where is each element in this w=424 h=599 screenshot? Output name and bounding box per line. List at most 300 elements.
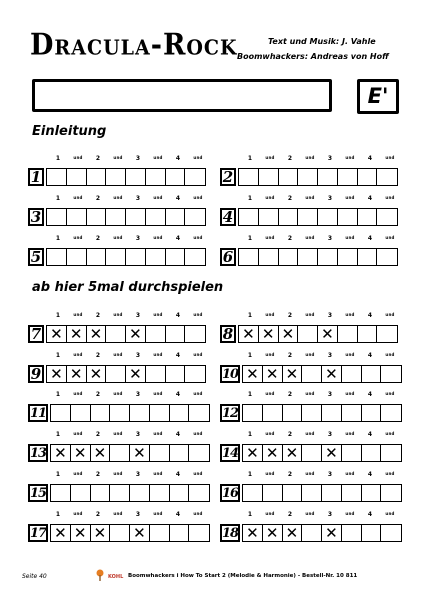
beat-cell[interactable]	[362, 405, 382, 421]
beat-cell[interactable]	[259, 169, 279, 185]
measure-number: 15	[30, 486, 47, 501]
beat-cell[interactable]	[377, 169, 397, 185]
beat-label: 3	[327, 195, 333, 202]
beat-cell[interactable]	[338, 209, 358, 225]
beat-cell[interactable]	[243, 405, 263, 421]
beat-cell[interactable]	[283, 366, 303, 382]
measure-number: 3	[28, 208, 44, 226]
beat-label: 3	[135, 391, 141, 398]
beat-label: und	[193, 155, 203, 160]
beat-cell[interactable]	[67, 169, 87, 185]
beat-label: und	[153, 195, 163, 200]
beat-cell[interactable]	[87, 209, 107, 225]
beat-label: 4	[367, 312, 373, 319]
beat-label: und	[73, 352, 83, 357]
beat-cell[interactable]	[67, 209, 87, 225]
measure-number: 13	[30, 446, 47, 461]
beat-label: 1	[247, 195, 253, 202]
beat-cell[interactable]	[150, 405, 170, 421]
beat-label: und	[345, 471, 355, 476]
beat-label: und	[153, 471, 163, 476]
beat-cell[interactable]	[279, 249, 299, 265]
beat-cell[interactable]	[91, 405, 111, 421]
beat-label: 3	[327, 312, 333, 319]
beat-label: und	[385, 471, 395, 476]
beat-label: 2	[95, 431, 101, 438]
beat-cell[interactable]	[170, 405, 190, 421]
beat-label: und	[153, 391, 163, 396]
cross-mark-icon: ✕	[285, 444, 299, 462]
beat-grid	[50, 484, 210, 502]
beat-cell[interactable]	[47, 326, 67, 342]
composer-credit: Text und Musik: J. Vahle	[268, 37, 376, 46]
measure-number: 18	[222, 526, 239, 541]
beat-cell[interactable]	[342, 525, 362, 541]
beat-cell[interactable]	[283, 525, 303, 541]
beat-cell[interactable]	[126, 366, 146, 382]
publisher-name: KOHL	[108, 574, 124, 580]
beat-label: und	[345, 431, 355, 436]
beat-cell[interactable]	[106, 326, 126, 342]
beat-cell[interactable]	[166, 326, 186, 342]
beat-cell[interactable]	[318, 326, 338, 342]
beat-cell[interactable]	[146, 209, 166, 225]
beat-label: 1	[55, 431, 61, 438]
beat-label: und	[345, 352, 355, 357]
beat-cell[interactable]	[381, 525, 401, 541]
beat-label: und	[153, 155, 163, 160]
beat-cell[interactable]	[358, 169, 378, 185]
beat-cell[interactable]	[318, 209, 338, 225]
beat-cell[interactable]	[362, 525, 382, 541]
beat-cell[interactable]	[71, 485, 91, 501]
beat-cell[interactable]	[51, 445, 71, 461]
beat-label: 1	[55, 471, 61, 478]
beat-cell[interactable]	[189, 485, 209, 501]
measure-number: 12	[222, 406, 239, 421]
cross-mark-icon: ✕	[54, 524, 67, 542]
beat-cell[interactable]	[298, 249, 318, 265]
beat-label: 3	[327, 431, 333, 438]
beat-cell[interactable]	[259, 249, 279, 265]
beat-cell[interactable]	[146, 326, 166, 342]
cross-mark-icon: ✕	[261, 325, 275, 343]
beat-label: und	[193, 352, 203, 357]
beat-cell[interactable]	[362, 445, 382, 461]
beat-grid	[242, 365, 402, 383]
beat-label: 2	[287, 511, 293, 518]
beat-label: 2	[287, 155, 293, 162]
beat-label: 3	[135, 312, 141, 319]
beat-cell[interactable]	[166, 366, 186, 382]
beat-cell[interactable]	[322, 525, 342, 541]
beat-cell[interactable]	[279, 326, 299, 342]
beat-cell[interactable]	[47, 366, 67, 382]
beat-grid	[46, 168, 206, 186]
beat-label: und	[385, 352, 395, 357]
beat-cell[interactable]	[189, 405, 209, 421]
beat-cell[interactable]	[189, 525, 209, 541]
cross-mark-icon: ✕	[246, 444, 259, 462]
beat-label: und	[193, 312, 203, 317]
beat-label: und	[345, 155, 355, 160]
beat-cell[interactable]	[87, 169, 107, 185]
beat-cell[interactable]	[263, 525, 283, 541]
beat-label: 4	[367, 431, 373, 438]
beat-label: und	[153, 431, 163, 436]
beat-cell[interactable]	[302, 366, 322, 382]
beat-cell[interactable]	[91, 525, 111, 541]
beat-cell[interactable]	[170, 525, 190, 541]
beat-label: 4	[367, 511, 373, 518]
beat-cell[interactable]	[185, 169, 205, 185]
beat-label: und	[385, 235, 395, 240]
beat-cell[interactable]	[362, 366, 382, 382]
beat-label: 4	[175, 155, 181, 162]
beat-cell[interactable]	[338, 169, 358, 185]
beat-cell[interactable]	[381, 366, 401, 382]
beat-cell[interactable]	[283, 445, 303, 461]
beat-grid	[50, 444, 210, 462]
beat-cell[interactable]	[106, 169, 126, 185]
arranger-credit: Boomwhackers: Andreas von Hoff	[237, 52, 389, 61]
beat-cell[interactable]	[51, 485, 71, 501]
cross-mark-icon: ✕	[246, 524, 259, 542]
beat-label: und	[385, 312, 395, 317]
beat-label: und	[113, 511, 123, 516]
beat-label: und	[193, 511, 203, 516]
beat-grid	[50, 524, 210, 542]
beat-cell[interactable]	[318, 169, 338, 185]
beat-label: 1	[55, 352, 61, 359]
cross-mark-icon: ✕	[242, 325, 255, 343]
beat-grid	[50, 404, 210, 422]
cross-mark-icon: ✕	[285, 365, 299, 383]
cross-mark-icon: ✕	[133, 524, 146, 542]
section-main-label: ab hier 5mal durchspielen	[32, 280, 224, 295]
beat-cell[interactable]	[130, 445, 150, 461]
beat-cell[interactable]	[91, 485, 111, 501]
beat-cell[interactable]	[106, 209, 126, 225]
beat-cell[interactable]	[298, 209, 318, 225]
beat-cell[interactable]	[279, 169, 299, 185]
beat-cell[interactable]	[185, 366, 205, 382]
cross-mark-icon: ✕	[133, 444, 146, 462]
beat-grid	[242, 444, 402, 462]
beat-cell[interactable]	[87, 326, 107, 342]
beat-label: und	[153, 352, 163, 357]
beat-cell[interactable]	[239, 326, 259, 342]
beat-grid	[238, 208, 398, 226]
beat-label: und	[305, 391, 315, 396]
beat-label: und	[265, 312, 275, 317]
beat-label: 3	[135, 195, 141, 202]
beat-cell[interactable]	[263, 366, 283, 382]
beat-cell[interactable]	[239, 209, 259, 225]
beat-cell[interactable]	[130, 405, 150, 421]
beat-cell[interactable]	[106, 366, 126, 382]
beat-label: 3	[327, 352, 333, 359]
beat-label: 1	[247, 471, 253, 478]
beat-label: und	[73, 235, 83, 240]
beat-cell[interactable]	[263, 485, 283, 501]
cross-mark-icon: ✕	[321, 325, 334, 343]
beat-label: und	[73, 195, 83, 200]
beat-cell[interactable]	[146, 169, 166, 185]
beat-label: 3	[135, 431, 141, 438]
beat-cell[interactable]	[298, 326, 318, 342]
measure-number: 6	[220, 248, 236, 266]
cross-mark-icon: ✕	[265, 365, 279, 383]
beat-cell[interactable]	[322, 445, 342, 461]
cross-mark-icon: ✕	[73, 444, 87, 462]
beat-cell[interactable]	[318, 249, 338, 265]
cross-mark-icon: ✕	[93, 444, 107, 462]
beat-cell[interactable]	[67, 326, 87, 342]
beat-label: und	[265, 352, 275, 357]
beat-cell[interactable]	[150, 445, 170, 461]
beat-cell[interactable]	[185, 326, 205, 342]
beat-label: und	[113, 312, 123, 317]
beat-label: und	[305, 471, 315, 476]
beat-label: und	[153, 511, 163, 516]
beat-cell[interactable]	[302, 525, 322, 541]
beat-cell[interactable]	[342, 405, 362, 421]
beat-label: 1	[55, 511, 61, 518]
beat-grid	[46, 208, 206, 226]
cross-mark-icon: ✕	[89, 325, 103, 343]
beat-label: 2	[287, 312, 293, 319]
beat-cell[interactable]	[302, 485, 322, 501]
beat-grid	[238, 325, 398, 343]
beat-cell[interactable]	[279, 209, 299, 225]
beat-grid	[242, 484, 402, 502]
beat-cell[interactable]	[358, 209, 378, 225]
beat-label: und	[345, 312, 355, 317]
beat-label: 4	[175, 195, 181, 202]
beat-cell[interactable]	[263, 405, 283, 421]
beat-label: 3	[327, 155, 333, 162]
beat-cell[interactable]	[47, 249, 67, 265]
beat-cell[interactable]	[185, 249, 205, 265]
beat-label: und	[265, 471, 275, 476]
beat-cell[interactable]	[338, 326, 358, 342]
measure-number: 4	[220, 208, 236, 226]
beat-label: und	[73, 431, 83, 436]
beat-grid	[238, 248, 398, 266]
beat-cell[interactable]	[338, 249, 358, 265]
beat-label: 4	[367, 195, 373, 202]
beat-label: 1	[55, 195, 61, 202]
beat-cell[interactable]	[130, 485, 150, 501]
beat-cell[interactable]	[185, 209, 205, 225]
beat-cell[interactable]	[381, 405, 401, 421]
beat-cell[interactable]	[67, 249, 87, 265]
beat-cell[interactable]	[283, 485, 303, 501]
beat-label: und	[193, 431, 203, 436]
measure-number: 16	[222, 486, 239, 501]
beat-label: und	[113, 235, 123, 240]
beat-grid	[46, 365, 206, 383]
beat-label: und	[265, 391, 275, 396]
beat-label: 1	[247, 312, 253, 319]
beat-cell[interactable]	[322, 405, 342, 421]
beat-cell[interactable]	[110, 445, 130, 461]
measure-number: 7	[28, 325, 44, 343]
beat-cell[interactable]	[243, 366, 263, 382]
beat-label: 2	[95, 391, 101, 398]
beat-label: und	[113, 471, 123, 476]
beat-cell[interactable]	[47, 169, 67, 185]
beat-grid	[242, 524, 402, 542]
beat-cell[interactable]	[358, 326, 378, 342]
beat-label: 4	[175, 352, 181, 359]
beat-cell[interactable]	[259, 326, 279, 342]
beat-label: 2	[95, 155, 101, 162]
beat-cell[interactable]	[342, 366, 362, 382]
beat-cell[interactable]	[358, 249, 378, 265]
beat-label: 3	[135, 155, 141, 162]
beat-cell[interactable]	[170, 485, 190, 501]
beat-label: 2	[95, 471, 101, 478]
beat-cell[interactable]	[106, 249, 126, 265]
beat-cell[interactable]	[381, 445, 401, 461]
beat-label: und	[73, 511, 83, 516]
page-title: Dracula-Rock	[30, 28, 238, 63]
beat-label: und	[113, 195, 123, 200]
measure-number: 14	[222, 446, 239, 461]
beat-label: und	[265, 195, 275, 200]
beat-cell[interactable]	[243, 485, 263, 501]
beat-cell[interactable]	[298, 169, 318, 185]
beat-label: 1	[247, 511, 253, 518]
cross-mark-icon: ✕	[69, 325, 83, 343]
beat-cell[interactable]	[150, 525, 170, 541]
beat-cell[interactable]	[170, 445, 190, 461]
beat-label: 4	[367, 352, 373, 359]
beat-cell[interactable]	[110, 525, 130, 541]
beat-label: 3	[327, 471, 333, 478]
beat-label: 1	[55, 312, 61, 319]
beat-cell[interactable]	[377, 249, 397, 265]
beat-cell[interactable]	[126, 209, 146, 225]
measure-number: 10	[222, 367, 239, 382]
beat-cell[interactable]	[126, 169, 146, 185]
beat-cell[interactable]	[166, 169, 186, 185]
beat-cell[interactable]	[381, 485, 401, 501]
beat-cell[interactable]	[126, 326, 146, 342]
beat-label: 2	[287, 431, 293, 438]
beat-cell[interactable]	[166, 209, 186, 225]
cross-mark-icon: ✕	[285, 524, 299, 542]
cross-mark-icon: ✕	[93, 524, 107, 542]
name-entry-box	[32, 79, 332, 112]
measure-number: 11	[30, 406, 47, 421]
beat-cell[interactable]	[110, 405, 130, 421]
beat-cell[interactable]	[362, 485, 382, 501]
cross-mark-icon: ✕	[54, 444, 67, 462]
beat-label: und	[73, 391, 83, 396]
footer-info: Boomwhackers i How To Start 2 (Melodie & Harmonie) - Bestell-Nr. 10 811	[128, 573, 358, 579]
measure-number: 1	[28, 168, 44, 186]
beat-cell[interactable]	[342, 485, 362, 501]
beat-cell[interactable]	[150, 485, 170, 501]
beat-cell[interactable]	[283, 405, 303, 421]
beat-cell[interactable]	[51, 525, 71, 541]
beat-label: und	[265, 511, 275, 516]
cross-mark-icon: ✕	[325, 365, 338, 383]
beat-cell[interactable]	[71, 525, 91, 541]
beat-cell[interactable]	[71, 445, 91, 461]
beat-label: und	[305, 155, 315, 160]
beat-label: und	[265, 235, 275, 240]
beat-cell[interactable]	[130, 525, 150, 541]
beat-cell[interactable]	[263, 445, 283, 461]
beat-cell[interactable]	[342, 445, 362, 461]
beat-label: und	[153, 235, 163, 240]
beat-cell[interactable]	[47, 209, 67, 225]
beat-label: 3	[135, 471, 141, 478]
beat-label: und	[385, 195, 395, 200]
beat-cell[interactable]	[243, 445, 263, 461]
beat-cell[interactable]	[302, 445, 322, 461]
beat-cell[interactable]	[166, 249, 186, 265]
beat-cell[interactable]	[239, 169, 259, 185]
beat-cell[interactable]	[377, 209, 397, 225]
beat-cell[interactable]	[259, 209, 279, 225]
beat-label: 1	[55, 155, 61, 162]
beat-label: und	[265, 431, 275, 436]
measure-number: 17	[30, 526, 47, 541]
beat-cell[interactable]	[189, 445, 209, 461]
beat-cell[interactable]	[302, 405, 322, 421]
beat-cell[interactable]	[87, 366, 107, 382]
beat-cell[interactable]	[126, 249, 146, 265]
beat-label: 3	[135, 352, 141, 359]
beat-label: und	[305, 235, 315, 240]
beat-label: und	[265, 155, 275, 160]
beat-cell[interactable]	[146, 249, 166, 265]
beat-label: und	[385, 511, 395, 516]
beat-label: 2	[95, 195, 101, 202]
beat-cell[interactable]	[239, 249, 259, 265]
beat-grid	[238, 168, 398, 186]
beat-cell[interactable]	[322, 485, 342, 501]
cross-mark-icon: ✕	[89, 365, 103, 383]
beat-label: und	[73, 155, 83, 160]
beat-label: 2	[95, 352, 101, 359]
beat-cell[interactable]	[243, 525, 263, 541]
beat-label: und	[385, 431, 395, 436]
beat-label: und	[73, 471, 83, 476]
beat-label: 2	[287, 471, 293, 478]
beat-label: und	[385, 155, 395, 160]
beat-cell[interactable]	[146, 366, 166, 382]
beat-cell[interactable]	[322, 366, 342, 382]
beat-cell[interactable]	[91, 445, 111, 461]
beat-label: und	[193, 195, 203, 200]
beat-label: 2	[287, 195, 293, 202]
beat-cell[interactable]	[377, 326, 397, 342]
beat-cell[interactable]	[110, 485, 130, 501]
key-box: E'	[357, 79, 399, 114]
beat-label: 1	[247, 431, 253, 438]
beat-cell[interactable]	[87, 249, 107, 265]
cross-mark-icon: ✕	[265, 444, 279, 462]
beat-cell[interactable]	[67, 366, 87, 382]
beat-cell[interactable]	[51, 405, 71, 421]
beat-cell[interactable]	[71, 405, 91, 421]
